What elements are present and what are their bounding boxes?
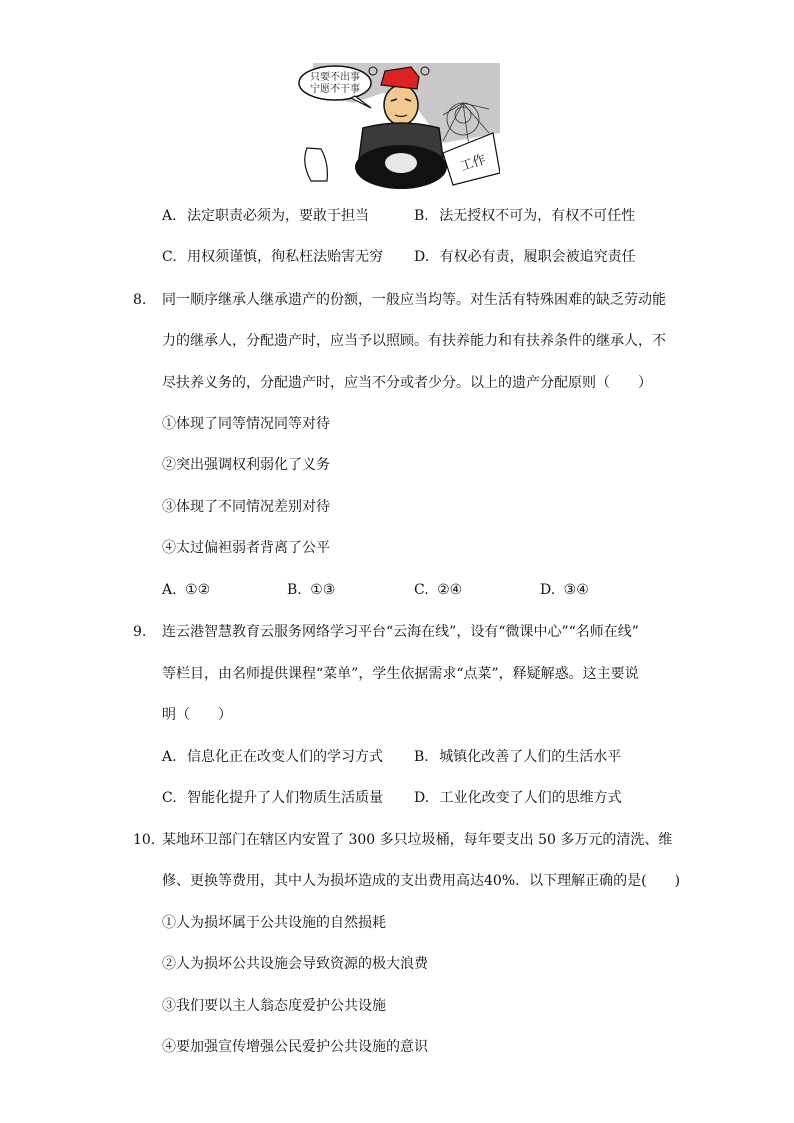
red-hat bbox=[381, 67, 419, 89]
q9-option-b[interactable] bbox=[414, 747, 621, 767]
q9-stem-line-3: 明（ ） bbox=[162, 707, 232, 723]
q7-option-b-label: B. bbox=[414, 208, 429, 224]
q9-stem-line-1: 连云港智慧教育云服务网络学习平台“云海在线”，设有“微课中心”“名师在线” bbox=[162, 624, 639, 640]
q9-option-b-label: B. bbox=[414, 749, 429, 765]
q9-option-a[interactable] bbox=[162, 747, 383, 767]
q8-item-3: ③体现了不同情况差别对待 bbox=[162, 499, 330, 515]
q7-option-d-text: 有权必有责，履职会被追究责任 bbox=[439, 249, 636, 265]
q9-option-c-label: C. bbox=[162, 790, 177, 806]
q9-option-a-text: 信息化正在改变人们的学习方式 bbox=[187, 749, 384, 765]
q7-option-c[interactable] bbox=[162, 247, 383, 267]
q9-stem-line-2: 等栏目，由名师提供课程“菜单”，学生依据需求“点菜”，释疑解惑。这主要说 bbox=[162, 666, 639, 682]
q8-option-c-label: C. bbox=[414, 582, 429, 598]
speech-line-1: 只要不出事 bbox=[310, 72, 360, 83]
q9-option-b-text: 城镇化改善了人们的生活水平 bbox=[439, 749, 622, 765]
q8-option-c[interactable] bbox=[414, 580, 462, 600]
q7-option-a-text: 法定职责必须为，要敢于担当 bbox=[187, 208, 370, 224]
q8-item-4: ④太过偏袒弱者背离了公平 bbox=[162, 540, 330, 556]
q8-stem-line-1: 同一顺序继承人继承遗产的份额，一般应当均等。对生活有特殊困难的缺乏劳动能 bbox=[162, 292, 666, 308]
q9-option-d-text: 工业化改变了人们的思维方式 bbox=[439, 790, 622, 806]
q9-option-a-label: A. bbox=[162, 749, 177, 765]
q10-item-1: ①人为损坏属于公共设施的自然损耗 bbox=[162, 915, 386, 931]
q7-option-d-label: D. bbox=[414, 249, 430, 265]
q7-option-b-text: 法无授权不可为，有权不可任性 bbox=[439, 208, 636, 224]
q10-number: 10. bbox=[133, 832, 156, 848]
q8-number: 8. bbox=[133, 292, 147, 308]
q9-option-c-text: 智能化提升了人们物质生活质量 bbox=[187, 790, 384, 806]
q8-option-a-text: ①② bbox=[185, 582, 211, 598]
q8-option-b-label: B. bbox=[287, 582, 302, 598]
q10-stem-line-2: 修、更换等费用，其中人为损坏造成的支出费用高达40%．以下理解正确的是( ) bbox=[162, 873, 681, 889]
q9-option-d[interactable] bbox=[414, 788, 622, 808]
q8-stem-line-2: 力的继承人，分配遗产时，应当予以照顾。有扶养能力和有扶养条件的继承人，不 bbox=[162, 333, 666, 349]
q7-option-c-label: C. bbox=[162, 249, 177, 265]
q9-option-d-label: D. bbox=[414, 790, 430, 806]
svg-text:工作: 工作 bbox=[458, 152, 488, 175]
q7-option-a[interactable] bbox=[162, 206, 369, 226]
q7-option-a-label: A. bbox=[162, 208, 177, 224]
figure-head bbox=[384, 85, 418, 125]
q8-stem-line-3: 尽扶养义务的，分配遗产时，应当不分或者少分。以上的遗产分配原则（ ） bbox=[162, 375, 652, 391]
q8-item-1: ①体现了同等情况同等对待 bbox=[162, 416, 330, 432]
q8-option-c-text: ②④ bbox=[437, 582, 463, 598]
q10-item-2: ②人为损坏公共设施会导致资源的极大浪费 bbox=[162, 956, 428, 972]
q8-option-b-text: ①③ bbox=[310, 582, 336, 598]
q8-option-b[interactable] bbox=[287, 580, 335, 600]
q7-option-d[interactable] bbox=[414, 247, 636, 267]
q8-option-d[interactable] bbox=[540, 580, 589, 600]
q10-stem-line-1: 某地环卫部门在辖区内安置了 300 多只垃圾桶，每年要支出 50 多万元的清洗、维 bbox=[162, 832, 673, 848]
q8-option-a-label: A. bbox=[162, 582, 177, 598]
q7-option-b[interactable] bbox=[414, 206, 635, 226]
q8-option-d-text: ③④ bbox=[563, 582, 589, 598]
cartoon-illustration bbox=[293, 63, 500, 191]
q10-item-4: ④要加强宣传增强公民爱护公共设施的意识 bbox=[162, 1039, 428, 1055]
q9-option-c[interactable] bbox=[162, 788, 383, 808]
q10-item-3: ③我们要以主人翁态度爱护公共设施 bbox=[162, 998, 386, 1014]
q7-option-c-text: 用权须谨慎，徇私枉法贻害无穷 bbox=[187, 249, 384, 265]
speech-line-2: 宁愿不干事 bbox=[310, 84, 360, 95]
q9-number: 9. bbox=[133, 624, 147, 640]
q8-option-d-label: D. bbox=[540, 582, 556, 598]
q8-item-2: ②突出强调权利弱化了义务 bbox=[162, 457, 330, 473]
q8-option-a[interactable] bbox=[162, 580, 210, 600]
